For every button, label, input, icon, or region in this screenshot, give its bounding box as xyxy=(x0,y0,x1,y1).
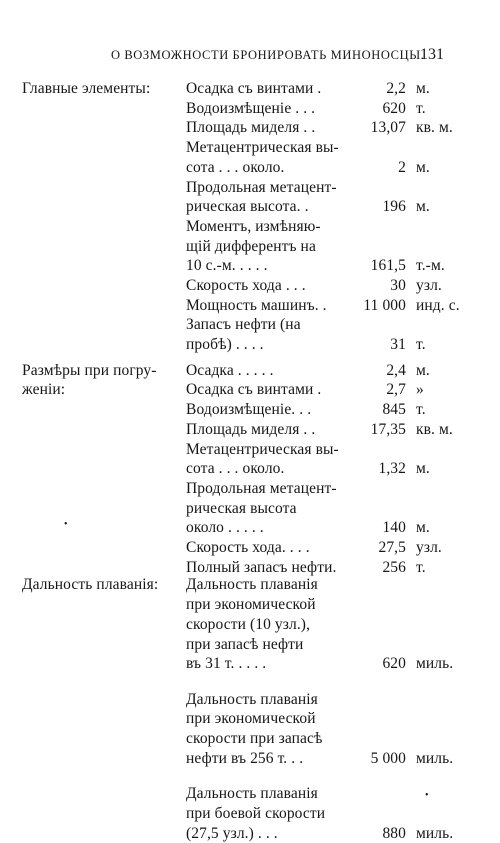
item-unit: м. xyxy=(416,80,430,97)
item-text: при боевой скорости xyxy=(186,804,326,822)
item-value: 880 xyxy=(382,824,406,842)
item-unit: инд. с. xyxy=(416,296,460,314)
page-header xyxy=(0,48,500,70)
item-value: 5 000 xyxy=(370,749,406,767)
print-speck: • xyxy=(64,519,68,530)
item-text: Осадка . . . . . xyxy=(186,361,274,379)
item-value: 620 xyxy=(382,99,406,117)
item-unit: м. xyxy=(416,460,430,478)
item-value: 2,2 xyxy=(386,80,406,97)
item-text: 10 с.-м. . . . . xyxy=(186,257,268,275)
item-unit: т. xyxy=(416,336,426,354)
item-value: 2 xyxy=(398,158,406,176)
item-value: 161,5 xyxy=(370,257,406,275)
item-value: 256 xyxy=(382,558,406,576)
item-text: Скорость хода. . . . xyxy=(186,539,310,556)
item-text: пробѣ) . . . . xyxy=(186,336,264,354)
item-value: 196 xyxy=(382,198,406,216)
item-value: 620 xyxy=(382,655,406,673)
item-text: въ 31 т. . . . . xyxy=(186,655,267,673)
item-text: Осадка съ винтами . xyxy=(186,381,322,399)
item-unit: м. xyxy=(416,198,430,216)
item-unit: кв. м. xyxy=(416,420,453,438)
item-text: Моментъ, измѣняю- xyxy=(186,217,321,235)
item-value: 27,5 xyxy=(378,539,406,556)
item-text: при экономической xyxy=(186,596,316,614)
item-text: Площадь миделя . . xyxy=(186,420,316,438)
section-label: женіи: xyxy=(22,381,66,399)
item-unit: миль. xyxy=(416,655,454,673)
item-unit: миль. xyxy=(416,824,454,842)
item-text: Продольная метацент- xyxy=(186,479,337,497)
item-unit: т. xyxy=(416,401,426,419)
item-text: Осадка съ винтами . xyxy=(186,80,322,97)
item-unit: т. xyxy=(416,558,426,576)
item-unit: миль. xyxy=(416,749,454,767)
item-value: 845 xyxy=(382,401,406,419)
item-text: Дальность плаванія xyxy=(186,785,318,803)
item-text: Запасъ нефти (на xyxy=(186,316,301,334)
item-value: 31 xyxy=(390,336,406,354)
item-unit: м. xyxy=(416,361,430,379)
item-unit: кв. м. xyxy=(416,119,453,137)
item-unit: » xyxy=(416,381,424,399)
item-text: Водоизмѣщеніе . . . xyxy=(186,99,316,117)
item-value: 11 000 xyxy=(363,296,406,314)
page-number: 131 xyxy=(420,46,444,63)
item-text: нефти въ 256 т. . . xyxy=(186,749,304,767)
item-unit: м. xyxy=(416,158,430,176)
item-text: (27,5 узл.) . . . xyxy=(186,824,278,842)
item-value: 2,7 xyxy=(386,381,406,399)
item-text: щій дифферентъ на xyxy=(186,237,316,255)
item-value: 30 xyxy=(390,277,406,294)
section-label: Дальность плаванія: xyxy=(22,576,159,594)
print-speck: • xyxy=(425,790,429,801)
item-text: сота . . . около. xyxy=(186,158,285,176)
item-unit: узл. xyxy=(416,539,442,556)
item-unit: узл. xyxy=(416,277,442,294)
item-unit: т.-м. xyxy=(416,257,445,275)
item-value: 2,4 xyxy=(386,361,406,379)
item-text: Скорость хода . . . xyxy=(186,277,306,294)
item-text: Дальность плаванія xyxy=(186,690,318,708)
section-label: Размѣры при погру- xyxy=(22,361,157,379)
item-text: скорости (10 узл.), xyxy=(186,615,311,633)
item-text: сота . . . около. xyxy=(186,460,285,478)
running-title: О ВОЗМОЖНОСТИ БРОНИРОВАТЬ МИНОНОСЦЫ. xyxy=(111,48,425,62)
item-text: при запасѣ нефти xyxy=(186,635,304,653)
item-text: Водоизмѣщеніе. . . xyxy=(186,401,312,419)
item-text: Метацентрическая вы- xyxy=(186,440,339,458)
item-text: Мощность машинъ. . xyxy=(186,296,327,314)
item-value: 1,32 xyxy=(378,460,406,478)
item-text: рическая высота. . xyxy=(186,198,309,216)
item-text: Полный запасъ нефти. xyxy=(186,558,337,576)
item-text: около . . . . . xyxy=(186,519,264,537)
item-text: Метацентрическая вы- xyxy=(186,139,339,157)
item-value: 13,07 xyxy=(370,119,406,137)
item-text: рическая высота xyxy=(186,499,297,517)
item-text: Площадь миделя . . xyxy=(186,119,316,137)
section-label: Главные элементы: xyxy=(22,80,151,97)
item-unit: м. xyxy=(416,519,430,537)
item-text: Дальность плаванія xyxy=(186,576,318,594)
item-value: 140 xyxy=(382,519,406,537)
item-text: скорости при запасѣ xyxy=(186,730,323,748)
item-unit: т. xyxy=(416,99,426,117)
item-value: 17,35 xyxy=(370,420,406,438)
item-text: Продольная метацент- xyxy=(186,178,337,196)
item-text: при экономической xyxy=(186,710,316,728)
